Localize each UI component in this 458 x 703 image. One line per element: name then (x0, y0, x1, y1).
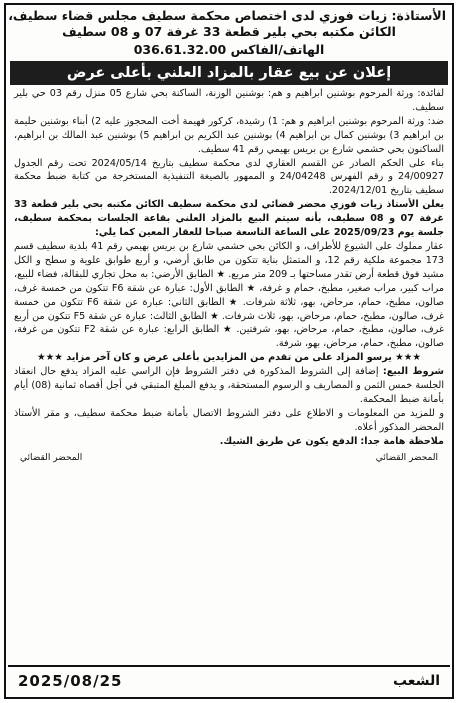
newspaper-name: الشعب (392, 673, 440, 689)
important-note-text: الدفع يكون عن طريق الشيك. (219, 435, 358, 447)
sale-conditions (14, 365, 444, 407)
header-phone (12, 42, 446, 58)
phone-label: الهاتف/الفاكس (230, 42, 325, 57)
phone-number: 036.61.32.00 (133, 42, 227, 57)
announcement-body (6, 85, 452, 449)
sale-conditions-label: شروط البيع: (382, 366, 444, 378)
important-note-label: ملاحظة هامة جدا: (360, 435, 444, 447)
defendants-paragraph: ضد: ورثة المرحوم بوشنين ابراهيم و هم: 1) رشيدة، كركور فهيمة أخت المحجوز عليه 2) أبناء بوشنين حليمة بن ابراهيم 3) بوشنين كمال بن ابراهيم 4) بوشنين عبد الكريم بن ابراهيم 5) بوشنين عبد المالك بن ابراهيم، الساكنون بحي حشمي شارع بن بريس بهيمي رقم 41 سطيف. (14, 115, 445, 155)
important-note (14, 435, 444, 449)
sale-conditions-text: إضافة إلى الشروط المذكورة في دفتر الشروط فإن الراسي عليه المزاد يدفع حال انعقاد الجلسة خمس الثمن و المصاريف و الرسوم المستحقة، و يدفع المبلغ المتبقي في أجل أقصاه ثمانية (08) أيام بأمانة ضبط المحكمة. (14, 366, 444, 405)
signature-left: المحضر القضائي (20, 452, 83, 463)
publication-date: 2025/08/25 (18, 672, 123, 690)
header-line-2: الكائن مكتبه بحي بلير قطعة 33 غرفة 07 و 08 سطيف (62, 24, 396, 39)
publication-footer (8, 665, 450, 695)
header-line-1: الأستاذة: زيات فوزي لدى اختصاص محكمة سطيف مجلس قضاء سطيف، (8, 8, 446, 23)
bailiff-header (6, 5, 452, 58)
auction-rule: ★★★ يرسو المزاد على من تقدم من المزايدين بأعلى عرض و كان آخر مزايد ★★★ (37, 352, 421, 364)
signature-row (6, 449, 452, 463)
announcement-title: إعلان عن بيع عقار بالمزاد العلني بأعلى عرض (10, 61, 448, 85)
beneficiary-paragraph: لفائدة: ورثة المرحوم بوشنين ابراهيم و هم: بوشنين الوزنة، الساكنة بحي شارع 05 منزل رقم 03 حي بلير سطيف. (14, 88, 444, 113)
announcement-sheet (4, 3, 454, 699)
info-paragraph: و للمزيد من المعلومات و الاطلاع على دفتر الشروط الاتصال بأمانة ضبط محكمة سطيف، و مقر الأستاذ المحضر المذكور أعلاه. (14, 407, 444, 433)
judgment-paragraph: بناء على الحكم الصادر عن القسم العقاري لدى محكمة سطيف بتاريخ 2024/05/14 تحت رقم الجدول 24/00927 و رقم الفهرس 24/04248 و الممهور بالصيغة التنفيذية المستخرجة من كتابة ضبط محكمة سطيف بتاريخ 2024/12/01. (14, 157, 444, 197)
sale-notice-paragraph: يعلن الأستاذ زيات فوزي محضر قضائي لدى محكمة سطيف الكائن مكتبه بحي بلير قطعة 33 غرفة 07 و 08 سطيف، بأنه سيتم البيع بالمزاد العلني بقاعة الجلسات بمحكمة سطيف، جلسة يوم 2025/09/23 على الساعة التاسعة صباحا للعقار المعين كما يلي: (14, 199, 444, 239)
property-description: عقار مملوك على الشيوع للأطراف، و الكائن بحي حشمي شارع بن بريس بهيمي رقم 41 بلدية سطيف قسم 173 مجموعة ملكية رقم 12، و المتمثل بناية تتكون من طابق أرضي، و أربع طوابق علوية و سطح و الكل مشيد فوق قطعة أرض تقدر مساحتها بـ 209 متر مربع. ★ الطابق الأرضي: به محل تجاري للبقالة، فضاء للبيع، مراب كبير، مراب صغير، مطبخ، حمام و غرفة، ★ الطابق الأول: عبارة عن شقة F6 تتكون من خمسة غرف، صالون، مطبخ، حمام، مرحاض، بهو، ثلاثة شرفات. ★ الطابق الثاني: عبارة عن شقة F6 تتكون من خمسة غرف، صالون، مطبخ، حمام، مرحاض، بهو، ثلاث شرفات. ★ الطابق الثالث: عبارة عن شقة F5 تتكون من أربع غرف، صالون، مطبخ، حمام، مرحاض، بهو، شرفتين. ★ الطابق الرابع: عبارة عن شقة F2 تتكون من غرفة، صالون، مطبخ، حمام، مرحاض، بهو، شرفة. (14, 240, 445, 350)
signature-right: المحضر القضائي (375, 452, 438, 463)
